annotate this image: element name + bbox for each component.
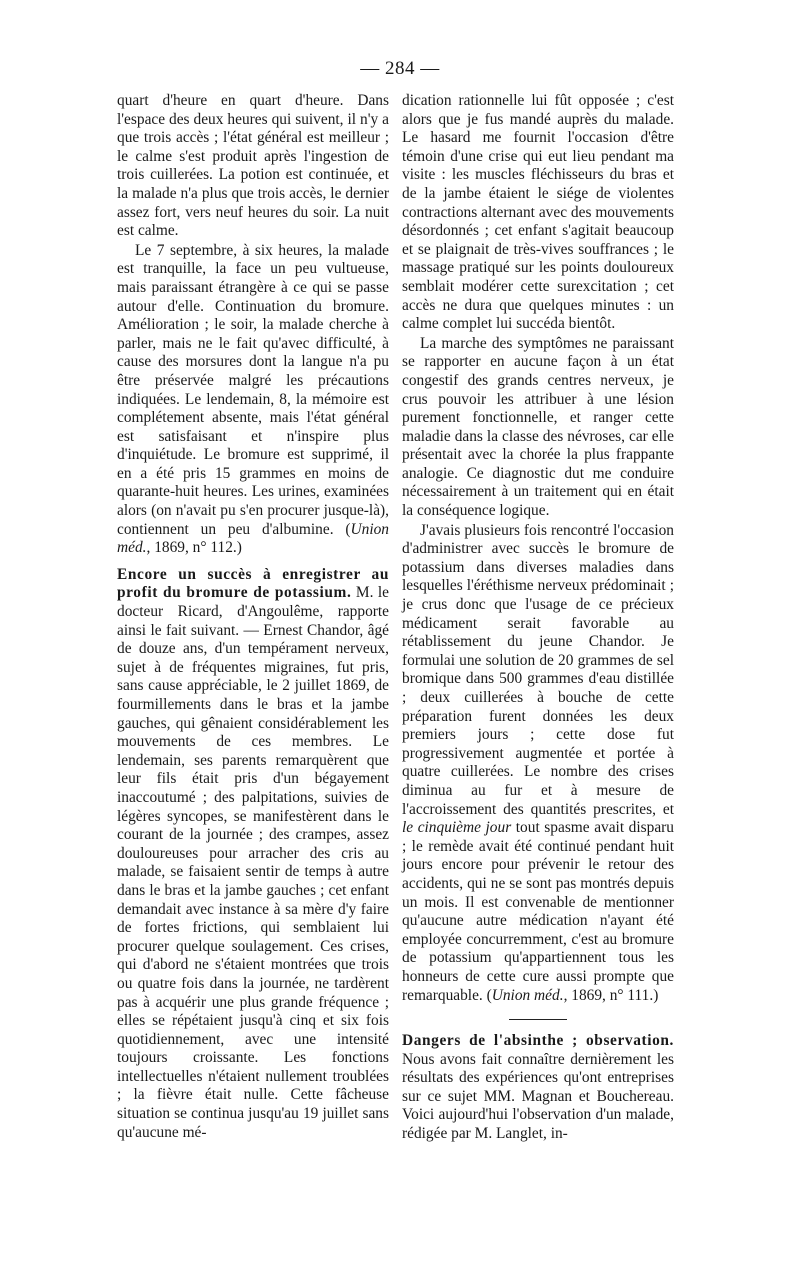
paragraph: quart d'heure en quart d'heure. Dans l'espace des deux heures qui suivent, il n'y a que trois accès ; l'état général est meilleur ; le calme s'est produit après l'ingestion de trois cuillerées. La potion est continuée, et la malade n'a plus que trois accès, le dernier assez fort, vers neuf heures du soir. La nuit est calme. bbox=[117, 92, 389, 240]
paragraph bbox=[117, 242, 389, 558]
paragraph: dication rationnelle lui fût opposée ; c'est alors que je fus mandé auprès du malade. Le hasard me fournit l'occasion d'être témoin d'une crise qui eut lieu pendant ma visite : les muscles fléchisseurs du bras et de la jambe étaient le siége de violentes contractions alternant avec des mouvements désordonnés ; cet enfant s'agitait beaucoup et se plaignait de très-vives souffrances ; le massage pratiqué sur les points douloureux semblait modérer cette surexcitation ; cet accès ne dura que quelques minutes : un calme complet lui succéda bientôt. bbox=[402, 92, 674, 333]
paragraph bbox=[402, 1032, 674, 1144]
source-reference: , 1869, n° 112.) bbox=[146, 539, 242, 557]
paragraph bbox=[117, 566, 389, 1142]
paragraph-text: J'avais plusieurs fois rencontré l'occasion d'administrer avec succès le bromure de potassium dans diverses maladies dans lesquelles l'éréthisme nerveux prédominait ; je crus donc que l'usage de ce précieux médicament serait favorable au rétablissement du jeune Chandor. Je formulai une solution de 20 grammes de sel bromique dans 500 grammes d'eau distillée ; deux cuillerées à bouche de cette préparation furent données les deux premiers jours ; cette dose fut progressivement augmentée et portée à quatre cuillerées. Le nombre des crises diminua au fur et à mesure de l'accroissement des quantités prescrites, et bbox=[402, 521, 674, 818]
paragraph-text: Le 7 septembre, à six heures, la malade est tranquille, la face un peu vultueuse, mais paraissant étrangère à ce qui se passe autour d'elle. Continuation du bromure. Amélioration ; le soir, la malade cherche à parler, mais ne le fait qu'avec difficulté, à cause des morsures dont la langue n'a pu être préservée malgré les précautions indiquées. Le lendemain, 8, la mémoire est complétement absente, mais l'état général est satisfaisant et n'inspire plus d'inquiétude. Le bromure est supprimé, il en a été pris 15 grammes en moins de quarante-huit heures. Les urines, examinées alors (on n'avait pu s'en procurer jusque-là), contiennent un peu d'albumine. ( bbox=[117, 241, 389, 538]
section-heading: Dangers de l'absinthe ; observation. bbox=[402, 1032, 674, 1050]
emphasis-text: le cinquième jour bbox=[402, 819, 512, 837]
section-divider bbox=[509, 1019, 567, 1020]
paragraph-text: Nous avons fait connaître dernièrement les résultats des expériences qu'ont entreprises sur ce sujet MM. Magnan et Bouchereau. Voici aujourd'hui l'observation d'un malade, rédigée par M. Langlet, in- bbox=[402, 1050, 674, 1143]
source-publication: Union méd. bbox=[117, 520, 389, 557]
paragraph: La marche des symptômes ne paraissant se rapporter en aucune façon à un état congestif des grands centres nerveux, je crus pouvoir les attribuer à une lésion purement fonctionnelle, et ranger cette maladie dans la classe des névroses, car elle présentait avec la chorée la plus frappante analogie. Ce diagnostic dut me conduire nécessairement à un traitement qui en était la conséquence logique. bbox=[402, 334, 674, 520]
right-column bbox=[402, 92, 674, 1144]
section-heading: Encore un succès à enregistrer au profit du bromure de potassium. bbox=[117, 565, 389, 602]
paragraph bbox=[402, 522, 674, 1005]
paragraph-text: M. le docteur Ricard, d'Angoulême, rapporte ainsi le fait suivant. — Ernest Chandor, âgé de douze ans, d'un tempérament nerveux, sujet à de fréquentes migraines, fut pris, sans cause appréciable, le 2 juillet 1869, de fourmillements dans le bras et la jambe gauches, qui gênaient considérablement les mouvements de ces membres. Le lendemain, ses parents remarquèrent que leur fils était pris d'un bégayement inaccoutumé ; des palpitations, suivies de légères syncopes, se manifestèrent dans le courant de la journée ; des crampes, assez douloureuses pour arracher des cris au malade, se faisaient sentir de temps à autre dans le bras et la jambe gauches ; cet enfant demandait avec instance à sa mère d'y faire de fortes frictions, qui semblaient lui procurer quelque soulagement. Ces crises, qui d'abord ne s'étaient montrées que trois ou quatre fois dans la journée, ne tardèrent pas à acquérir une plus grande fréquence ; elles se répétaient jusqu'à cinq et six fois quotidiennement, avec une intensité toujours croissante. Les fonctions intellectuelles n'étaient nullement troublées ; la fièvre était nulle. Cette fâcheuse situation se continua jusqu'au 19 juillet sans qu'aucune mé- bbox=[117, 584, 390, 1141]
left-column bbox=[117, 92, 389, 1142]
source-publication: Union méd. bbox=[491, 986, 564, 1004]
paragraph-text: tout spasme avait disparu ; le remède avait été continué pendant huit jours encore pour prévenir le retour des accidents, qui ne se sont pas montrés depuis un mois. Il est convenable de mentionner qu'aucune autre médication n'ayant été employée concurremment, c'est au bromure de potassium qu'appartiennent tous les honneurs de cette cure aussi prompte que remarquable. ( bbox=[402, 819, 674, 1004]
page-number: — 284 — bbox=[360, 58, 440, 79]
source-reference: , 1869, n° 111.) bbox=[563, 986, 659, 1004]
